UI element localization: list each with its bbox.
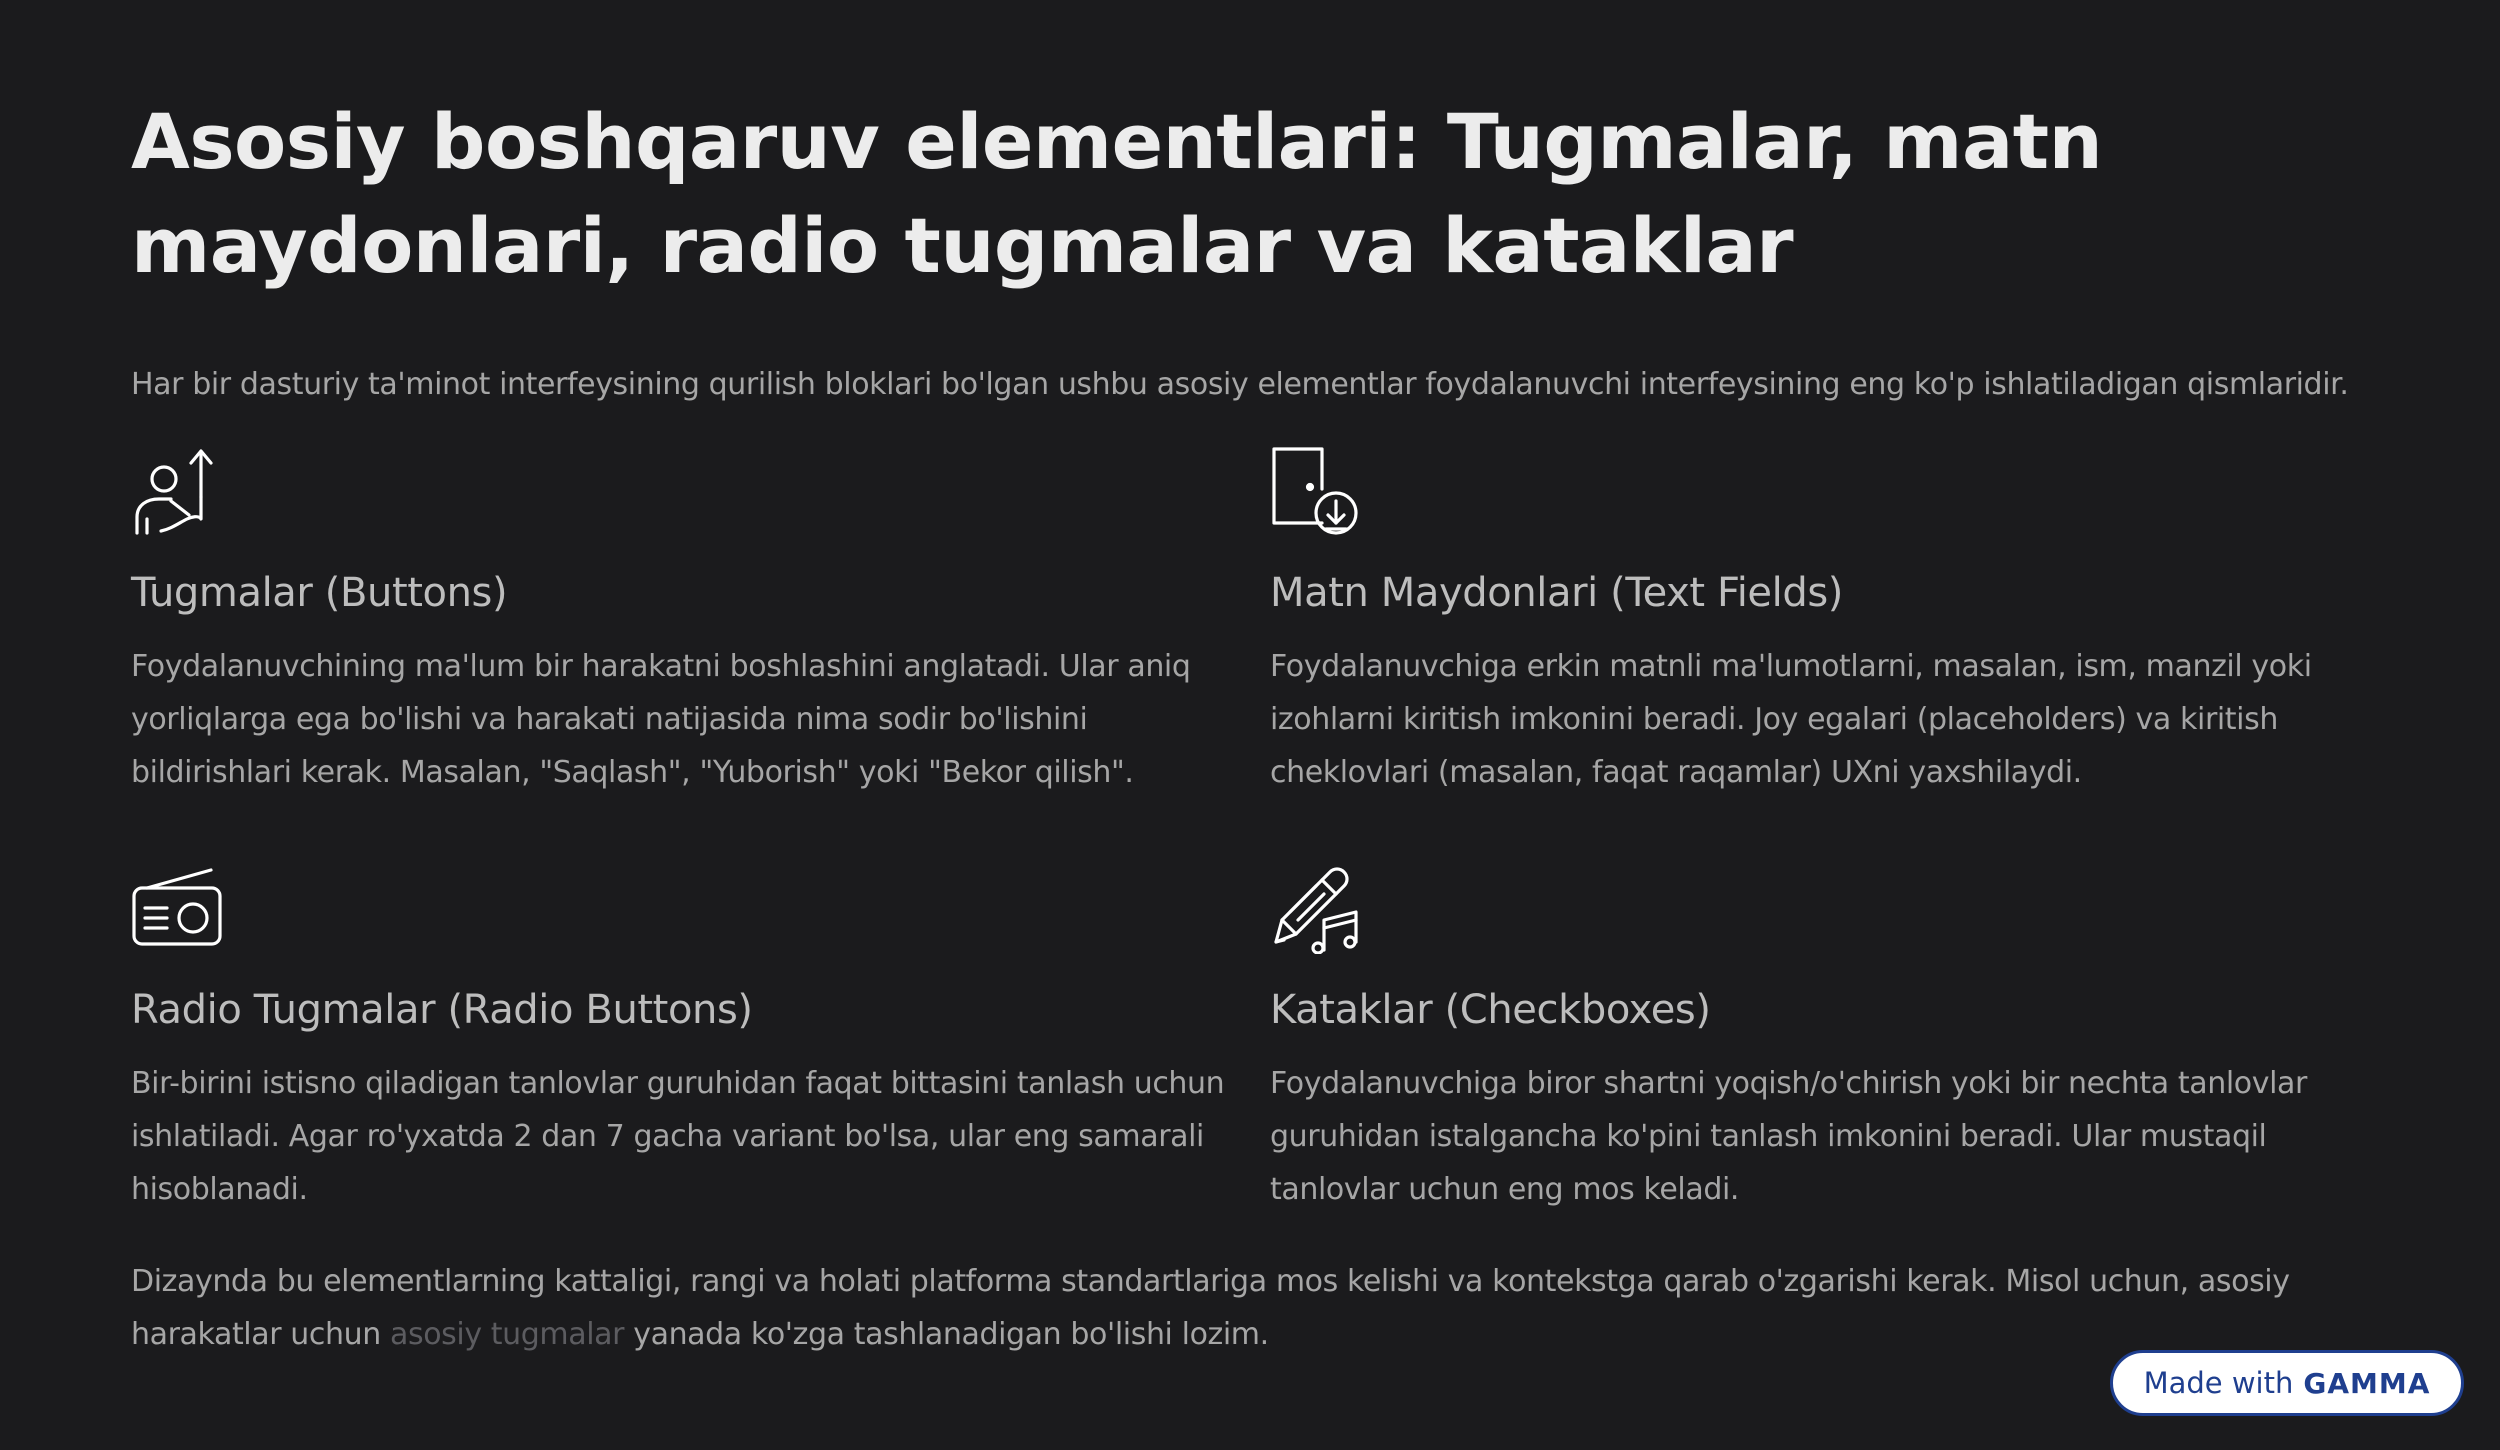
card-text: Foydalanuvchiga erkin matnli ma'lumotlarni, masalan, ism, manzil yoki izohlarni kiritish imkonini beradi. Joy egalari (placeholders) va kiritish cheklovlari (masalan, faqat raqamlar) UXni yaxshilaydi. — [1270, 649, 2312, 790]
intro-paragraph: Har bir dasturiy ta'minot interfeysining qurilish bloklari bo'lgan ushbu asosiy elementlar foydalanuvchi interfeysining eng ko'p ishlatiladigan qismlaridir. — [131, 367, 2349, 402]
card-title: Tugmalar (Buttons) — [131, 570, 508, 616]
card-title: Kataklar (Checkboxes) — [1270, 987, 1711, 1033]
card-title: Matn Maydonlari (Text Fields) — [1270, 570, 1843, 616]
outro-highlight-link[interactable]: asosiy tugmalar — [389, 1317, 625, 1352]
card-text: Foydalanuvchiga biror shartni yoqish/o'chirish yoki bir nechta tanlovlar guruhidan istalgancha ko'pini tanlash imkonini beradi. Ular mustaqil tanlovlar uchun eng mos keladi. — [1270, 1066, 2307, 1207]
page-title: Asosiy boshqaruv elementlari: Tugmalar, matn maydonlari, radio tugmalar va kataklar — [131, 97, 2103, 290]
radio-icon — [131, 862, 223, 954]
person-pointing-icon — [131, 445, 223, 537]
door-download-icon — [1270, 445, 1362, 537]
card-text: Bir-birini istisno qiladigan tanlovlar guruhidan faqat bittasini tanlash uchun ishlatiladi. Agar ro'yxatda 2 dan 7 gacha variant bo'lsa, ular eng samarali hisoblanadi. — [131, 1066, 1225, 1207]
gamma-logo: GAMMA — [2303, 1366, 2431, 1400]
outro-text: Dizaynda bu elementlarning kattaligi, rangi va holati platforma standartlariga mos kelishi va kontekstga qarab o'zgarishi kerak. Misol uchun, asosiy harakatlar uchun — [131, 1264, 2290, 1352]
card-text: Foydalanuvchining ma'lum bir harakatni boshlashini anglatadi. Ular aniq yorliqlarga ega bo'lishi va harakati natijasida nima sodir bo'lishini bildirishlari kerak. Masalan, "Saqlash", "Yuborish" yoki "Bekor qilish". — [131, 649, 1191, 790]
outro-paragraph — [131, 1255, 2331, 1361]
outro-text: yanada ko'zga tashlanadigan bo'lishi lozim. — [624, 1317, 1269, 1352]
badge-prefix: Made with — [2143, 1366, 2294, 1400]
pencil-music-icon — [1270, 862, 1362, 954]
made-with-gamma-badge[interactable] — [2110, 1350, 2464, 1416]
card-title: Radio Tugmalar (Radio Buttons) — [131, 987, 753, 1033]
